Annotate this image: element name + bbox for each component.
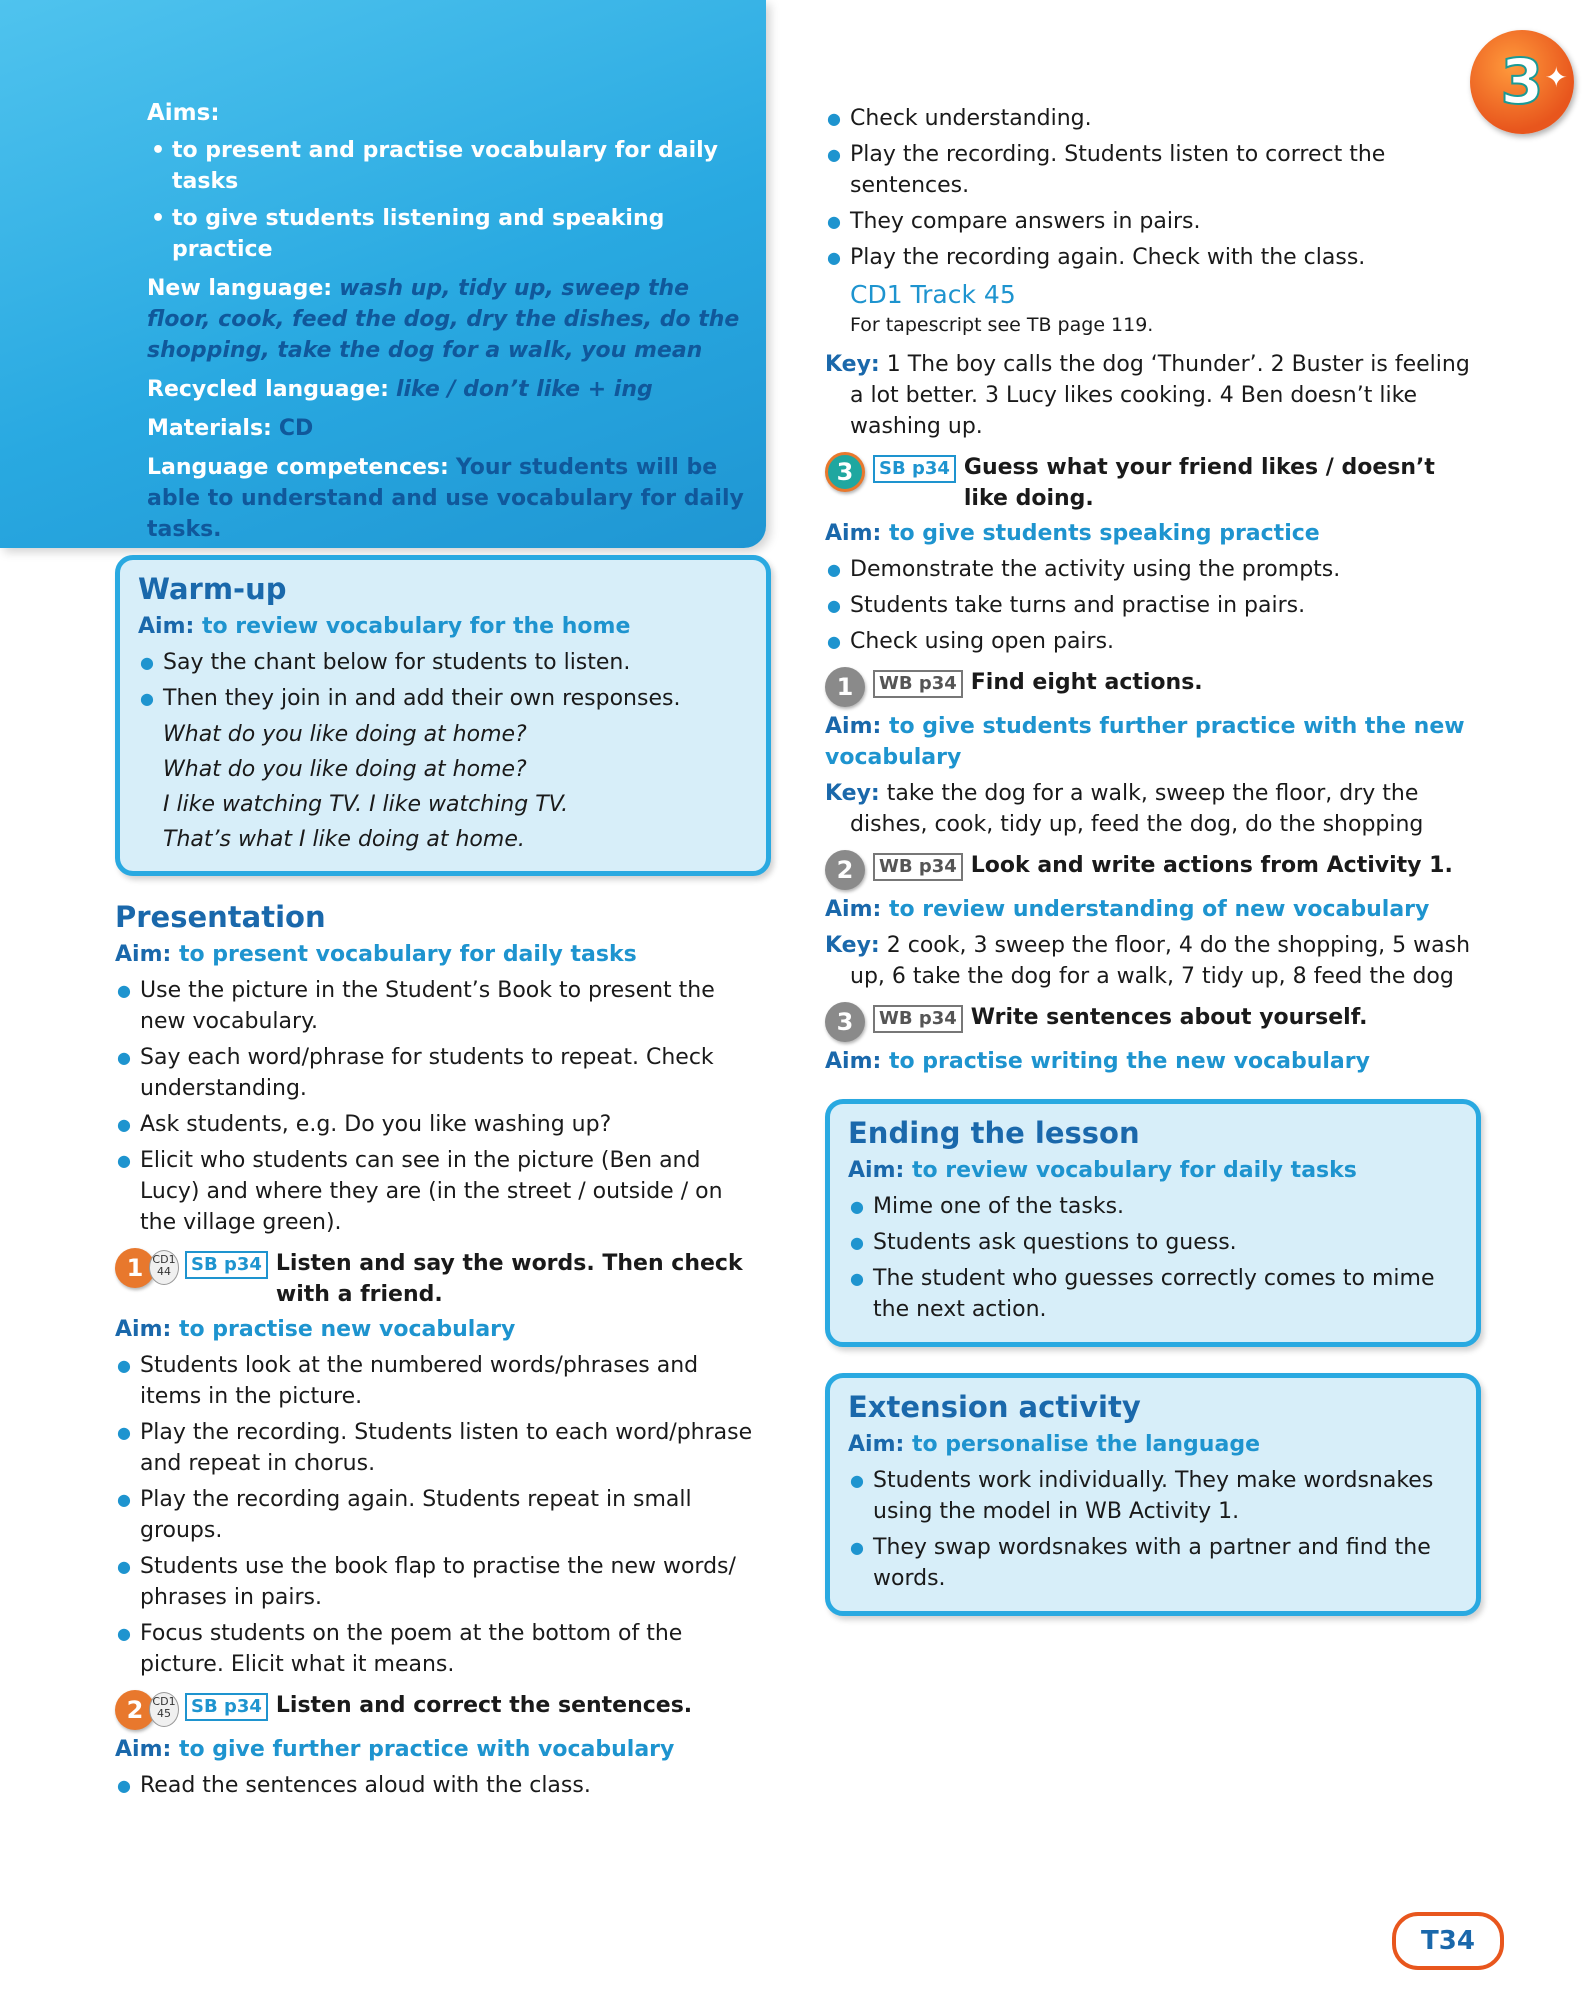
- activity-title: Listen and correct the sentences.: [275, 1693, 693, 1718]
- recycled-language-value: like / don’t like + ing: [395, 377, 653, 402]
- aim-label: Aim:: [825, 1049, 882, 1074]
- aim-label: Aim:: [115, 942, 172, 967]
- activity-3-aim: [825, 518, 1475, 549]
- list-item: ● Read the sentences aloud with the class.: [115, 1770, 765, 1801]
- extension-bullets: [848, 1465, 1458, 1594]
- wb-page-ref: WB p34: [873, 670, 963, 698]
- warmup-title: Warm-up: [138, 572, 287, 606]
- activity-1-bullets: [115, 1350, 765, 1680]
- activity-2-key: [825, 349, 1475, 442]
- tapescript-note: For tapescript see TB page 119.: [850, 314, 1154, 336]
- aim-text: to practise writing the new vocabulary: [888, 1049, 1370, 1074]
- recycled-language-label: Recycled language:: [147, 377, 389, 402]
- list-item: ● Play the recording again. Check with the class.: [825, 242, 1475, 273]
- aims-content: [147, 98, 747, 545]
- activity-2-bullets-right: [825, 103, 1475, 273]
- aims-box: [0, 0, 766, 548]
- activity-number-badge: 1: [115, 1248, 155, 1288]
- warmup-bullets: [138, 647, 748, 714]
- aim-label: Aim:: [825, 714, 882, 739]
- wb-1-aim: [825, 711, 1475, 773]
- ending-title: Ending the lesson: [848, 1116, 1140, 1150]
- presentation-aim: [115, 939, 765, 970]
- chant-line: I like watching TV. I like watching TV.: [163, 792, 569, 817]
- wb-3-header: [825, 1002, 1475, 1042]
- ending-panel: [825, 1099, 1481, 1347]
- activity-title: Listen and say the words. Then check with a friend.: [275, 1251, 743, 1307]
- key-label: Key:: [825, 933, 880, 958]
- wb-2-aim: [825, 894, 1475, 925]
- aim-text: to practise new vocabulary: [178, 1317, 516, 1342]
- list-item: ● Check understanding.: [825, 103, 1475, 134]
- list-item: ● Check using open pairs.: [825, 626, 1475, 657]
- list-item: ● Play the recording. Students listen to correct the sentences.: [825, 139, 1475, 201]
- list-item: ● Play the recording. Students listen to each word/phrase and repeat in chorus.: [115, 1417, 765, 1479]
- list-item: ● Say each word/phrase for students to repeat. Check understanding.: [115, 1042, 765, 1104]
- aim-label: Aim:: [825, 521, 882, 546]
- right-column: [825, 103, 1475, 1642]
- list-item: ● Ask students, e.g. Do you like washing up?: [115, 1109, 765, 1140]
- presentation-title: Presentation: [115, 900, 326, 934]
- extension-title: Extension activity: [848, 1390, 1141, 1424]
- ending-bullets: [848, 1191, 1458, 1325]
- list-item: ● The student who guesses correctly comes to mime the next action.: [848, 1263, 1458, 1325]
- list-item: ● Use the picture in the Student’s Book to present the new vocabulary.: [115, 975, 765, 1037]
- competences-row: [147, 452, 747, 545]
- activity-1-aim: [115, 1314, 765, 1345]
- competences-label: Language competences:: [147, 455, 449, 480]
- activity-2-aim: [115, 1734, 765, 1765]
- aim-text: to review vocabulary for the home: [201, 614, 631, 639]
- chant-line: What do you like doing at home?: [163, 757, 527, 782]
- list-item: ● Students look at the numbered words/phrases and items in the picture.: [115, 1350, 765, 1412]
- warmup-aim: [138, 611, 748, 642]
- cd-track-label: CD1 Track 45: [850, 280, 1016, 309]
- page-number: T34: [1392, 1912, 1504, 1970]
- activity-3-header: [825, 452, 1475, 514]
- aim-text: to personalise the language: [911, 1432, 1260, 1457]
- list-item: ● Students use the book flap to practise the new words/ phrases in pairs.: [115, 1551, 765, 1613]
- activity-number-badge: 3: [825, 452, 865, 492]
- activity-title: Look and write actions from Activity 1.: [970, 853, 1453, 878]
- sb-page-ref: SB p34: [185, 1693, 268, 1721]
- wb-1-key: [825, 778, 1475, 840]
- activity-title: Find eight actions.: [970, 670, 1203, 695]
- activity-number-badge: 1: [825, 667, 865, 707]
- aim-text: to present vocabulary for daily tasks: [178, 942, 637, 967]
- new-language-row: [147, 273, 747, 366]
- left-column: [115, 555, 765, 1806]
- aim-text: to review understanding of new vocabulary: [888, 897, 1430, 922]
- cd-icon: CD1 45: [149, 1692, 179, 1727]
- aim-text: to give further practice with vocabulary: [178, 1737, 675, 1762]
- competences-value: Your students will be able to understand and use vocabulary for daily tasks.: [147, 455, 744, 542]
- list-item: ● Students work individually. They make wordsnakes using the model in WB Activity 1.: [848, 1465, 1458, 1527]
- new-language-value: wash up, tidy up, sweep the floor, cook, feed the dog, dry the dishes, do the shopping, take the dog for a walk, you mean: [147, 276, 740, 363]
- aim-text: to give students speaking practice: [888, 521, 1320, 546]
- list-item: ● Students ask questions to guess.: [848, 1227, 1458, 1258]
- key-label: Key:: [825, 781, 880, 806]
- wb-page-ref: WB p34: [873, 853, 963, 881]
- list-item: ● Play the recording again. Students repeat in small groups.: [115, 1484, 765, 1546]
- ending-aim: [848, 1155, 1458, 1186]
- list-item: ● Say the chant below for students to listen.: [138, 647, 748, 678]
- aim-label: Aim:: [115, 1737, 172, 1762]
- aim-label: Aim:: [138, 614, 195, 639]
- unit-badge: [1470, 30, 1574, 134]
- aims-item: • to present and practise vocabulary for daily tasks: [147, 135, 747, 197]
- aim-label: Aim:: [115, 1317, 172, 1342]
- sparkle-icon: ✦: [1544, 61, 1568, 94]
- materials-row: [147, 413, 747, 444]
- materials-value: CD: [278, 416, 314, 441]
- list-item: ● Elicit who students can see in the picture (Ben and Lucy) and where they are (in the street / outside / on the village green).: [115, 1145, 765, 1238]
- list-item: ● They compare answers in pairs.: [825, 206, 1475, 237]
- cd-icon: CD1 44: [149, 1250, 179, 1285]
- warmup-panel: [115, 555, 771, 876]
- aim-label: Aim:: [848, 1432, 905, 1457]
- activity-number-badge: 3: [825, 1002, 865, 1042]
- chant: [138, 719, 748, 855]
- materials-label: Materials:: [147, 416, 272, 441]
- presentation-bullets: [115, 975, 765, 1238]
- key-text: 1 The boy calls the dog ‘Thunder’. 2 Buster is feeling a lot better. 3 Lucy likes cooking. 4 Ben doesn’t like washing up.: [850, 352, 1470, 439]
- aim-label: Aim:: [825, 897, 882, 922]
- key-label: Key:: [825, 352, 880, 377]
- aims-list: [147, 135, 747, 265]
- list-item: ● Demonstrate the activity using the prompts.: [825, 554, 1475, 585]
- aims-title: Aims:: [147, 100, 220, 126]
- wb-3-aim: [825, 1046, 1475, 1077]
- key-text: 2 cook, 3 sweep the floor, 4 do the shopping, 5 wash up, 6 take the dog for a walk, 7 tidy up, 8 feed the dog: [850, 933, 1471, 989]
- new-language-label: New language:: [147, 276, 333, 301]
- activity-1-header: [115, 1248, 765, 1310]
- activity-title: Write sentences about yourself.: [970, 1005, 1368, 1030]
- chant-line: That’s what I like doing at home.: [163, 827, 525, 852]
- aim-text: to review vocabulary for daily tasks: [911, 1158, 1357, 1183]
- wb-1-header: [825, 667, 1475, 707]
- activity-2-bullets-left: [115, 1770, 765, 1801]
- list-item: ● Mime one of the tasks.: [848, 1191, 1458, 1222]
- activity-title: Guess what your friend likes / doesn’t like doing.: [963, 455, 1435, 511]
- list-item: ● Then they join in and add their own responses.: [138, 683, 748, 714]
- extension-panel: [825, 1373, 1481, 1616]
- recycled-language-row: [147, 374, 747, 405]
- unit-number: 3: [1500, 45, 1544, 118]
- aim-label: Aim:: [848, 1158, 905, 1183]
- list-item: ● Focus students on the poem at the bottom of the picture. Elicit what it means.: [115, 1618, 765, 1680]
- wb-page-ref: WB p34: [873, 1005, 963, 1033]
- wb-2-header: [825, 850, 1475, 890]
- activity-3-bullets: [825, 554, 1475, 657]
- activity-2-header: [115, 1690, 765, 1730]
- sb-page-ref: SB p34: [185, 1251, 268, 1279]
- chant-line: What do you like doing at home?: [163, 722, 527, 747]
- list-item: ● They swap wordsnakes with a partner and find the words.: [848, 1532, 1458, 1594]
- activity-number-badge: 2: [825, 850, 865, 890]
- extension-aim: [848, 1429, 1458, 1460]
- activity-number-badge: 2: [115, 1690, 155, 1730]
- wb-2-key: [825, 930, 1475, 992]
- aim-text: to give students further practice with the new vocabulary: [825, 714, 1465, 770]
- list-item: ● Students take turns and practise in pairs.: [825, 590, 1475, 621]
- aims-item: • to give students listening and speaking practice: [147, 203, 747, 265]
- key-text: take the dog for a walk, sweep the floor, dry the dishes, cook, tidy up, feed the dog, do the shopping: [850, 781, 1424, 837]
- sb-page-ref: SB p34: [873, 455, 956, 483]
